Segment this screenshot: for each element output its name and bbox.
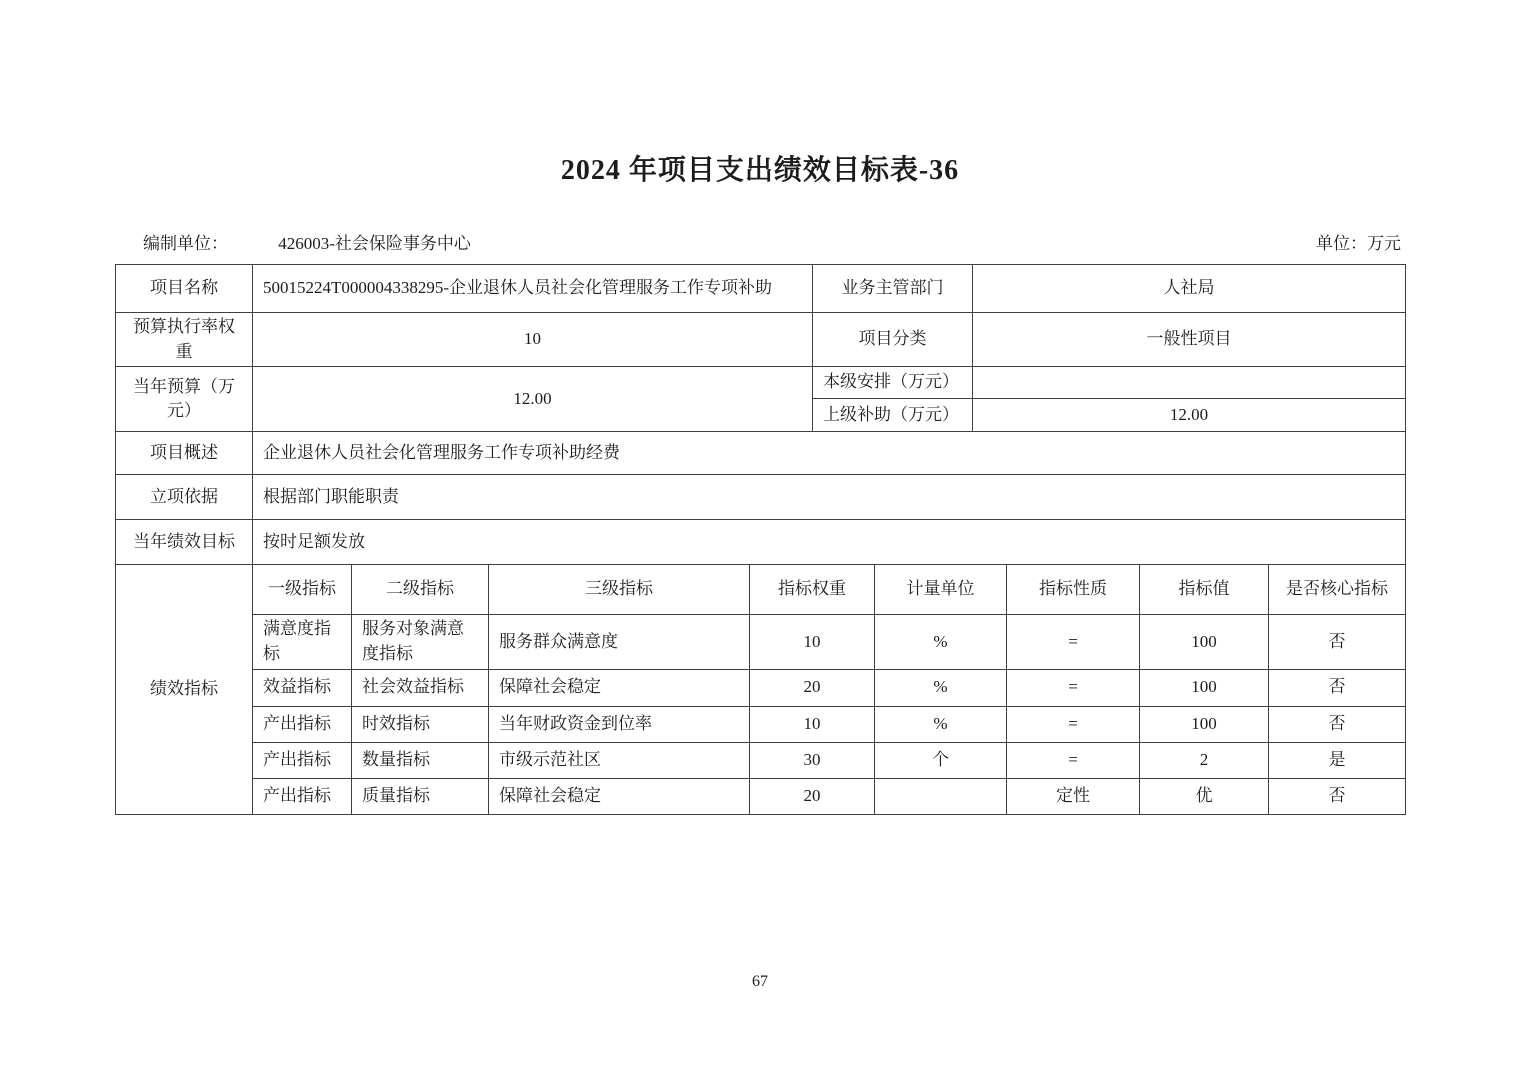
category-label: 项目分类: [813, 313, 973, 367]
cell-is-core: 否: [1269, 778, 1406, 814]
cell-value: 优: [1140, 778, 1269, 814]
meta-row: [115, 230, 1405, 254]
year-budget-label: 当年预算（万元）: [116, 367, 253, 432]
cell-is-core: 否: [1269, 706, 1406, 742]
cell-weight: 30: [750, 742, 875, 778]
page-number: 67: [752, 972, 768, 990]
project-info-table: [115, 264, 1406, 565]
cell-unit: %: [875, 669, 1007, 706]
header-level1: 一级指标: [253, 565, 352, 615]
header-value: 指标值: [1140, 565, 1269, 615]
goal-value: 按时足额发放: [253, 520, 1406, 565]
cell-weight: 20: [750, 669, 875, 706]
header-unit: 计量单位: [875, 565, 1007, 615]
basis-label: 立项依据: [116, 475, 253, 520]
category-value: 一般性项目: [973, 313, 1406, 367]
cell-nature: =: [1007, 669, 1140, 706]
indicators-section-label: 绩效指标: [116, 565, 253, 814]
cell-weight: 10: [750, 615, 875, 669]
cell-level2: 社会效益指标: [352, 669, 489, 706]
cell-unit: 个: [875, 742, 1007, 778]
cell-level3: 保障社会稳定: [489, 669, 750, 706]
table-row: [116, 475, 1406, 520]
superior-subsidy-value: 12.00: [973, 399, 1406, 432]
cell-value: 100: [1140, 615, 1269, 669]
cell-level1: 产出指标: [253, 778, 352, 814]
local-arrange-value: [973, 367, 1406, 399]
table-row: [116, 520, 1406, 565]
overview-value: 企业退休人员社会化管理服务工作专项补助经费: [253, 432, 1406, 475]
cell-nature: 定性: [1007, 778, 1140, 814]
cell-level3: 市级示范社区: [489, 742, 750, 778]
cell-level1: 满意度指标: [253, 615, 352, 669]
cell-weight: 20: [750, 778, 875, 814]
cell-level2: 数量指标: [352, 742, 489, 778]
basis-value: 根据部门职能职责: [253, 475, 1406, 520]
cell-level1: 效益指标: [253, 669, 352, 706]
project-name-value: 50015224T000004338295-企业退休人员社会化管理服务工作专项补助: [253, 265, 813, 313]
table-row: [116, 367, 1406, 399]
dept-label: 业务主管部门: [813, 265, 973, 313]
cell-is-core: 是: [1269, 742, 1406, 778]
compiling-unit-label: 编制单位：: [143, 234, 228, 253]
cell-value: 100: [1140, 706, 1269, 742]
cell-nature: =: [1007, 615, 1140, 669]
cell-level3: 保障社会稳定: [489, 778, 750, 814]
cell-weight: 10: [750, 706, 875, 742]
table-row: [116, 313, 1406, 367]
cell-level1: 产出指标: [253, 742, 352, 778]
cell-unit: %: [875, 615, 1007, 669]
indicators-header-row: [116, 565, 1406, 615]
cell-is-core: 否: [1269, 615, 1406, 669]
currency-unit-label: 单位：万元: [1316, 234, 1401, 253]
cell-unit: %: [875, 706, 1007, 742]
indicator-row: [116, 669, 1406, 706]
overview-label: 项目概述: [116, 432, 253, 475]
indicator-row: [116, 615, 1406, 669]
budget-rate-value: 10: [253, 313, 813, 367]
compiling-unit: [115, 229, 471, 254]
year-budget-value: 12.00: [253, 367, 813, 432]
project-name-label: 项目名称: [116, 265, 253, 313]
dept-value: 人社局: [973, 265, 1406, 313]
header-level3: 三级指标: [489, 565, 750, 615]
cell-nature: =: [1007, 706, 1140, 742]
budget-rate-label: 预算执行率权重: [116, 313, 253, 367]
cell-level2: 服务对象满意度指标: [352, 615, 489, 669]
cell-level1: 产出指标: [253, 706, 352, 742]
cell-level2: 时效指标: [352, 706, 489, 742]
cell-value: 2: [1140, 742, 1269, 778]
goal-label: 当年绩效目标: [116, 520, 253, 565]
compiling-unit-value: 426003-社会保险事务中心: [278, 234, 471, 253]
cell-unit: [875, 778, 1007, 814]
page-title: 2024 年项目支出绩效目标表-36: [560, 155, 960, 186]
indicator-row: [116, 778, 1406, 814]
document-content: [115, 0, 1405, 991]
header-is-core: 是否核心指标: [1269, 565, 1406, 615]
cell-value: 100: [1140, 669, 1269, 706]
header-weight: 指标权重: [750, 565, 875, 615]
cell-level3: 服务群众满意度: [489, 615, 750, 669]
indicator-row: [116, 706, 1406, 742]
cell-level3: 当年财政资金到位率: [489, 706, 750, 742]
indicator-row: [116, 742, 1406, 778]
table-row: [116, 265, 1406, 313]
header-nature: 指标性质: [1007, 565, 1140, 615]
local-arrange-label: 本级安排（万元）: [813, 367, 973, 399]
superior-subsidy-label: 上级补助（万元）: [813, 399, 973, 432]
table-row: [116, 432, 1406, 475]
cell-nature: =: [1007, 742, 1140, 778]
indicators-table: [115, 564, 1406, 814]
cell-is-core: 否: [1269, 669, 1406, 706]
cell-level2: 质量指标: [352, 778, 489, 814]
header-level2: 二级指标: [352, 565, 489, 615]
